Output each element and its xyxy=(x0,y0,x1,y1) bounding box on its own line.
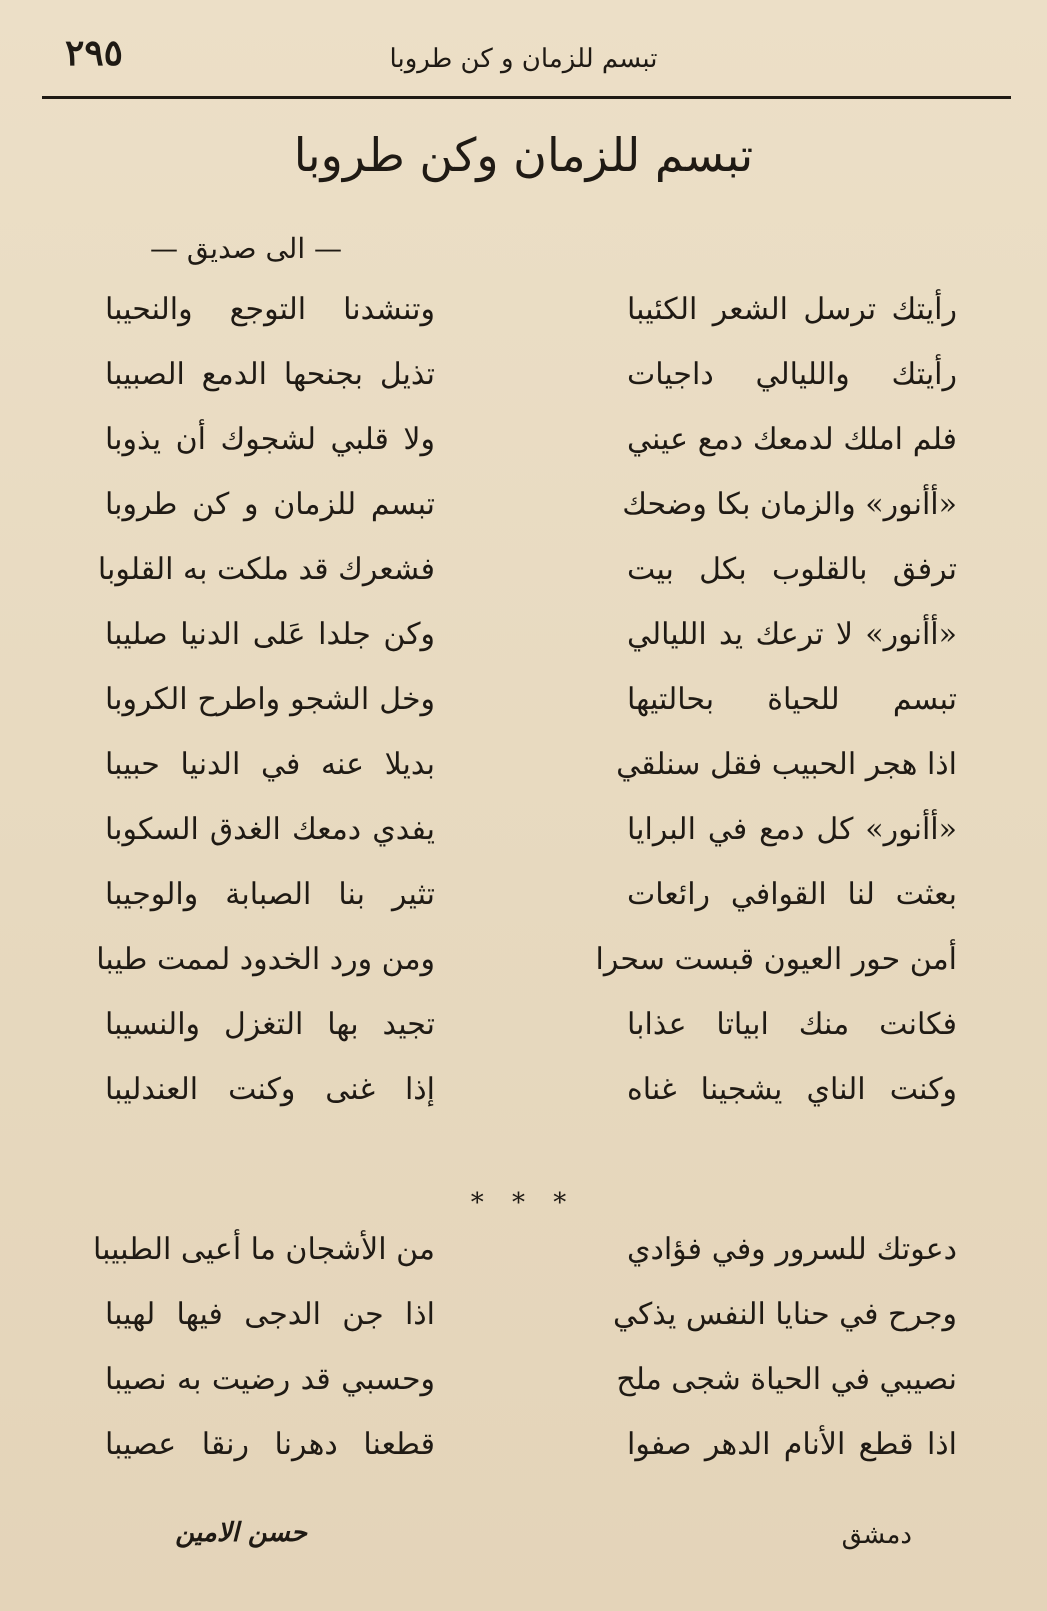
running-title: تبسم للزمان و كن طروبا xyxy=(389,44,658,74)
stanza-2 xyxy=(0,1230,1047,1490)
verse-line xyxy=(0,1360,1047,1425)
first-hemistich: وجرح في حنايا النفس يذكي xyxy=(612,1297,957,1332)
verse-line xyxy=(0,1005,1047,1070)
first-hemistich: اذا قطع الأنام الدهر صفوا xyxy=(627,1427,957,1462)
first-hemistich: فلم املك لدمعك دمع عيني xyxy=(627,422,957,457)
second-hemistich: قطعنا دهرنا رنقا عصيبا xyxy=(105,1427,435,1462)
second-hemistich: وتنشدنا التوجع والنحيبا xyxy=(105,292,435,327)
header-rule xyxy=(42,96,1011,99)
second-hemistich: اذا جن الدجى فيها لهيبا xyxy=(105,1297,435,1332)
poem-title: تبسم للزمان وكن طروبا xyxy=(293,128,754,182)
second-hemistich: من الأشجان ما أعيى الطبيبا xyxy=(92,1232,435,1267)
verse-line xyxy=(0,420,1047,485)
first-hemistich: رأيتك والليالي داجيات xyxy=(627,357,957,392)
verse-line xyxy=(0,940,1047,1005)
verse-line xyxy=(0,680,1047,745)
verse-line xyxy=(0,745,1047,810)
first-hemistich: «أأنور» والزمان بكا وضحك xyxy=(622,487,957,522)
first-hemistich: رأيتك ترسل الشعر الكئيبا xyxy=(627,292,957,327)
verse-line xyxy=(0,1425,1047,1490)
first-hemistich: بعثت لنا القوافي رائعات xyxy=(627,877,957,912)
author-signature: حسن الامين xyxy=(175,1518,307,1548)
second-hemistich: فشعرك قد ملكت به القلوبا xyxy=(97,552,435,587)
second-hemistich: يفدي دمعك الغدق السكوبا xyxy=(105,812,435,847)
verse-line xyxy=(0,485,1047,550)
verse-line xyxy=(0,1295,1047,1360)
verse-line xyxy=(0,875,1047,940)
second-hemistich: ولا قلبي لشجوك أن يذوبا xyxy=(105,422,435,457)
verse-line xyxy=(0,615,1047,680)
second-hemistich: تثير بنا الصبابة والوجيبا xyxy=(105,877,435,912)
first-hemistich: «أأنور» كل دمع في البرايا xyxy=(627,812,957,847)
dedication: — الى صديق — xyxy=(150,232,342,265)
second-hemistich: إذا غنى وكنت العندليبا xyxy=(105,1072,435,1107)
second-hemistich: وخل الشجو واطرح الكروبا xyxy=(105,682,435,717)
second-hemistich: تبسم للزمان و كن طروبا xyxy=(105,487,435,522)
second-hemistich: ومن ورد الخدود لممت طيبا xyxy=(96,942,435,977)
first-hemistich: «أأنور» لا ترعك يد الليالي xyxy=(627,617,957,652)
first-hemistich: ترفق بالقلوب بكل بيت xyxy=(627,552,957,587)
first-hemistich: فكانت منك ابياتا عذابا xyxy=(627,1007,957,1042)
second-hemistich: بديلا عنه في الدنيا حبيبا xyxy=(105,747,435,782)
verse-line xyxy=(0,355,1047,420)
verse-line xyxy=(0,1070,1047,1135)
verse-line xyxy=(0,1230,1047,1295)
first-hemistich: دعوتك للسرور وفي فؤادي xyxy=(627,1232,957,1267)
running-head xyxy=(40,30,1007,90)
page-number: ٢٩٥ xyxy=(65,32,124,74)
section-separator: * * * xyxy=(470,1188,577,1218)
first-hemistich: اذا هجر الحبيب فقل سنلقي xyxy=(616,747,957,782)
first-hemistich: وكنت الناي يشجينا غناه xyxy=(627,1072,957,1107)
second-hemistich: تذيل بجنحها الدمع الصبيبا xyxy=(105,357,435,392)
first-hemistich: أمن حور العيون قبست سحرا xyxy=(595,942,957,977)
second-hemistich: تجيد بها التغزل والنسيبا xyxy=(105,1007,435,1042)
first-hemistich: تبسم للحياة بحالتيها xyxy=(627,682,957,717)
verse-line xyxy=(0,550,1047,615)
verse-line xyxy=(0,810,1047,875)
verse-line xyxy=(0,290,1047,355)
place-of-writing: دمشق xyxy=(841,1520,912,1550)
first-hemistich: نصيبي في الحياة شجى ملح xyxy=(616,1362,957,1397)
second-hemistich: وكن جلدا عَلى الدنيا صليبا xyxy=(105,617,435,652)
second-hemistich: وحسبي قد رضيت به نصيبا xyxy=(105,1362,435,1397)
stanza-1 xyxy=(0,290,1047,1135)
